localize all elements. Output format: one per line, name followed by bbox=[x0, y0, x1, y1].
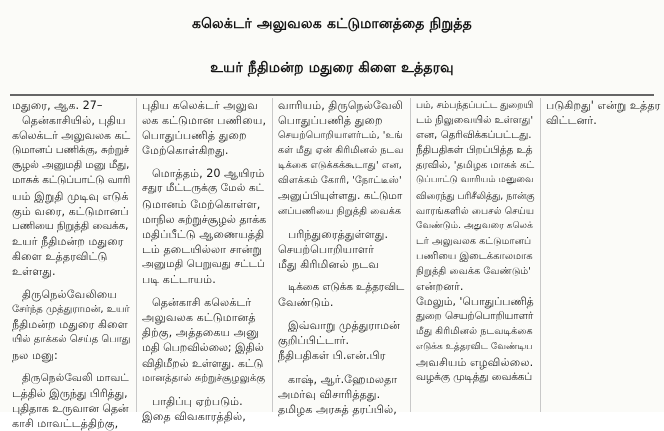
text-line: யம் இறுதி முடிவு எடுக் bbox=[12, 189, 129, 203]
text-line: அனுமதி பெறுவது சட்டப் bbox=[142, 257, 265, 270]
text-line: என, தெரிவிக்கப்பட்டது. bbox=[416, 129, 532, 142]
text-line: எடுக்க உத்தரவிட வேண்டிய bbox=[416, 341, 533, 352]
text-line: விளக்கம் கோரி, 'நோட்டீஸ்' bbox=[278, 175, 402, 187]
text-line: சூழல் அனுமதி மனு மீது, bbox=[12, 159, 130, 172]
text-line: விட்டனர். bbox=[546, 114, 597, 128]
article-column-4 bbox=[416, 98, 534, 412]
text-line: இதை விவகாரத்தில், bbox=[142, 409, 246, 423]
text-line: திற்கு, அத்தகைய அனு bbox=[142, 326, 260, 340]
text-line: இவ்வாறு முத்துராமன் bbox=[288, 319, 400, 333]
text-line: துறை செயற்பொறியாளர் bbox=[416, 310, 534, 323]
text-line: டம் நிலுவையில் உள்ளது' bbox=[416, 115, 534, 127]
text-line: அமர்வு விசாரித்தது. bbox=[278, 387, 381, 401]
text-line: புதிதாக உருவான தென் bbox=[12, 401, 129, 415]
text-line: நிறுத்தி வைக்க வேண்டும்' bbox=[416, 266, 531, 278]
text-line: பணியை இடைக்காலமாக bbox=[416, 250, 533, 262]
text-line: உள்ளது. bbox=[12, 265, 56, 279]
text-line: படி கட்டாயம். bbox=[142, 273, 216, 287]
text-line: செயற்பொறியாளர்டம், 'உங் bbox=[278, 130, 403, 142]
text-line: டத்தில் இருந்து பிரித்து, bbox=[12, 386, 128, 400]
text-line: மொத்தம், 20 ஆயிரம் bbox=[152, 167, 265, 181]
text-line: அனுப்பியுள்ளது. கட்டுமா bbox=[278, 189, 403, 202]
headline-line-1: கலெக்டர் அலுவலக கட்டுமானத்தை நிறுத்த bbox=[191, 16, 473, 32]
text-line: மதி பெறவில்லை; இதில் bbox=[142, 341, 264, 355]
text-line: டுமானப் பணிக்கு, சுற்றுச் bbox=[12, 144, 130, 157]
text-line: வேண்டும். bbox=[278, 296, 334, 310]
text-line: காஷ், ஆர்.ஹேமலதா bbox=[288, 372, 398, 386]
text-line: கிளை உத்தரவிட்டு bbox=[12, 249, 108, 263]
text-line: மதிப்பீட்டு ஆணையத்தி bbox=[142, 227, 265, 241]
headline-divider bbox=[10, 94, 654, 96]
text-line: அலுவலக கட்டுமானத் bbox=[142, 311, 256, 325]
text-line: வேண்டும். அதுவரை கலெக் bbox=[416, 220, 533, 231]
text-line: மானத்தால் சுற்றுச்சூழலுக்கு bbox=[142, 372, 266, 384]
text-line: பரிந்துரைத்துள்ளது. bbox=[288, 227, 389, 241]
text-line: குறிப்பிட்டார். bbox=[278, 334, 350, 348]
text-line: பாதிப்பு ஏற்படும். bbox=[152, 394, 243, 408]
text-line: நீதிபதிகள் பிறப்பித்த உத் bbox=[416, 144, 533, 157]
text-line: டம் தடையில்லா சான்று bbox=[142, 242, 262, 256]
text-line: வழக்கு முடித்து வைக்கப் bbox=[416, 370, 533, 383]
column-divider bbox=[272, 98, 273, 412]
text-line: மாநில சுற்றுச்சூழல் தாக்க bbox=[142, 212, 267, 226]
text-line: டிக்கை எடுக்க உத்தரவிட bbox=[288, 281, 405, 294]
text-line: நீதிமன்ற மதுரை கிளை bbox=[12, 318, 128, 332]
text-line: தமிழக அரசுத் தரப்பில், bbox=[278, 402, 397, 416]
text-line: மாசுக் கட்டுப்பாட்டு வாரி bbox=[12, 174, 131, 187]
text-line: நல மனு: bbox=[12, 348, 58, 362]
text-line: புதிய கலெக்டர் அலுவ bbox=[142, 99, 258, 112]
text-line: பணியை நிறுத்தி வைக்க, bbox=[12, 219, 129, 232]
text-line: பொதுப்பணித் துறை bbox=[142, 129, 247, 143]
text-line: செயற்பொறியாளர் bbox=[278, 242, 374, 256]
headline-line-2: உயர் நீதிமன்ற மதுரை கிளை உத்தரவு bbox=[210, 60, 454, 76]
text-line: வாரியம், திருநெல்வேலி bbox=[278, 99, 404, 112]
article-column-2 bbox=[142, 98, 267, 423]
text-line: டுப்பாட்டு வாரியம் மனுவை bbox=[416, 175, 534, 186]
dateline: மதுரை, ஆக. 27– bbox=[12, 99, 103, 112]
text-line: வாரங்களில் பைசல் செய்ய bbox=[416, 205, 535, 217]
text-line: லக கட்டுமான பணியை, bbox=[142, 114, 266, 128]
text-line: அவசியம் எழவில்லை. bbox=[416, 355, 534, 369]
article-column-3 bbox=[278, 98, 405, 416]
text-line: கள் மீது ஏன் கிரிமினல் நடவ bbox=[278, 145, 404, 157]
text-line: மேலும், 'பொதுப்பணித் bbox=[416, 295, 534, 309]
text-line: மேற்கொள்கிறது. bbox=[142, 144, 229, 158]
text-line: தென்காசி கலெக்டர் bbox=[152, 296, 252, 310]
text-line: கும் வரை, கட்டுமானப் bbox=[12, 204, 129, 218]
text-line: யில் தாக்கல் செய்த பொது bbox=[12, 334, 131, 346]
text-line: னப்பணியை நிறுத்தி வைக்க bbox=[278, 205, 402, 217]
column-divider bbox=[540, 98, 541, 412]
column-divider bbox=[136, 98, 137, 412]
text-line: பொதுப்பணித் துறை bbox=[278, 114, 383, 128]
article-column-1 bbox=[12, 98, 131, 430]
text-line: கலெக்டர் அலுவலக கட் bbox=[12, 129, 131, 143]
text-line: காசி மாவட்டத்திற்கு, bbox=[12, 416, 119, 430]
text-line: சதுர மீட்டருக்கு மேல் கட் bbox=[142, 182, 265, 195]
text-line: என்றனர். bbox=[416, 280, 464, 294]
column-divider bbox=[410, 98, 411, 412]
text-line: திருநெல்வேலி மாவட் bbox=[22, 371, 129, 384]
text-line: தரவில், 'தமிழக மாசுக் கட் bbox=[416, 160, 535, 172]
text-line: டர் அலுவலக கட்டுமானப் bbox=[416, 235, 532, 247]
article-column-5 bbox=[546, 98, 660, 412]
text-line: டுமானம் மேற்கொள்ள, bbox=[142, 197, 261, 211]
text-line: மீது கிரிமினல் நடவ bbox=[278, 257, 380, 271]
text-line: மீது கிரிமினல் நடவடிக்கை bbox=[416, 326, 533, 338]
text-line: படுகிறது' என்று உத்தர bbox=[546, 99, 661, 112]
text-line: திருநெல்வேலியை bbox=[22, 288, 117, 302]
text-line: பம், சம்பந்தப்பட்ட துறையி bbox=[416, 100, 534, 111]
text-line: விரைந்து பரிசீலித்து, நான்கு bbox=[416, 190, 535, 202]
text-line: தென்காசியில், புதிய bbox=[22, 114, 126, 128]
text-line: நீதிபதிகள் பி.என்.பிர bbox=[278, 349, 386, 363]
text-line: சேர்ந்த முத்துராமன், உயர் bbox=[12, 304, 130, 316]
text-line: உயர் நீதிமன்ற மதுரை bbox=[12, 234, 124, 248]
text-line: டிக்கை எடுக்கக்கூடாது' என, bbox=[278, 160, 402, 172]
text-line: விதிமீறல் உள்ளது. கட்டு bbox=[142, 356, 264, 370]
